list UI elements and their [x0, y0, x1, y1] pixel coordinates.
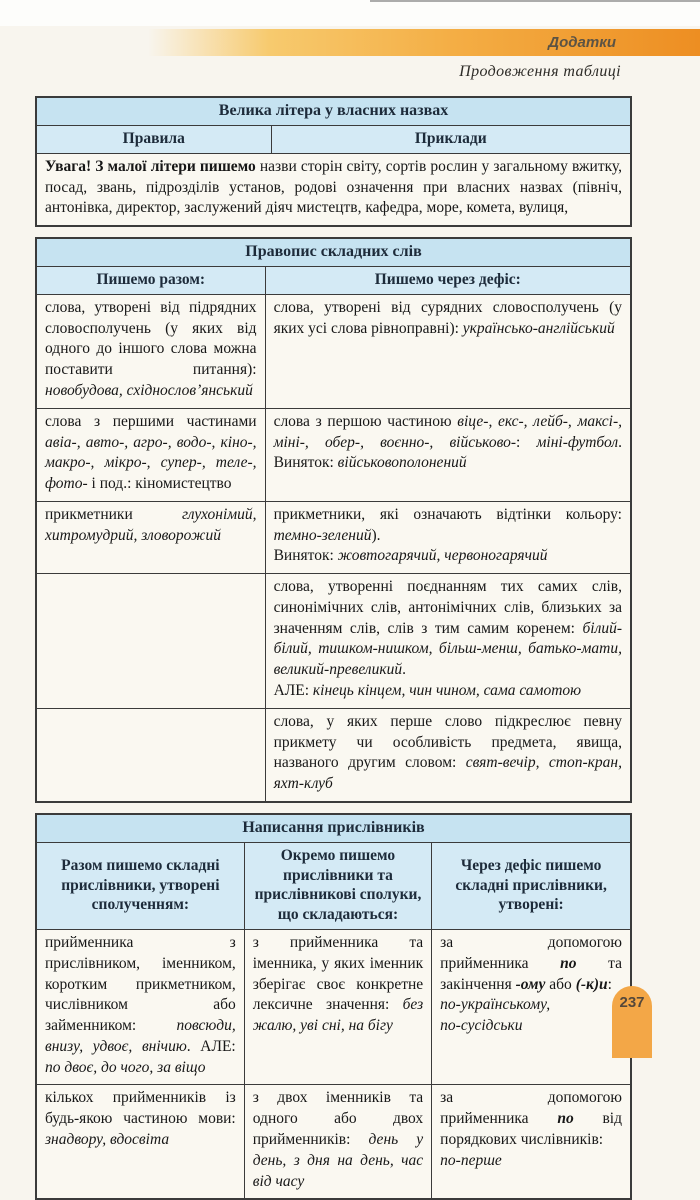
table-compound-words: [35, 237, 632, 803]
page-header: [0, 0, 700, 96]
table-row: [36, 153, 631, 226]
table-header-row: [36, 842, 631, 929]
cell-together: прийменника з прислівником, іменником, коротким прикметником, числівником або займенником: повсюди, внизу, удвоє, внічию. АЛЕ: по двоє, до чого, за віщо: [36, 930, 244, 1085]
table-title-row: [36, 814, 631, 843]
cell-together: кількох прийменників із будь-якою частиною мови: знадвору, вдосвіта: [36, 1085, 244, 1199]
table-row: [36, 574, 631, 709]
cell-hyphen: прикметники, які означають відтінки кольору: темно-зелений). Виняток: жовтогарячий, червоногарячий: [265, 501, 631, 573]
column-header-separate: Окремо пишемо прислівники та прислівникові сполуки, що складаються:: [244, 842, 431, 929]
cell-separate: з двох іменників та одного або двох прийменників: день у день, з дня на день, час від часу: [244, 1085, 431, 1199]
column-header-rules: Правила: [36, 126, 271, 154]
column-header-examples: Приклади: [271, 126, 631, 154]
table-title: Написання прислівників: [36, 814, 631, 843]
chapter-title: Додатки: [548, 34, 616, 51]
cell-separate: з прийменника та іменника, у яких іменник зберігає своє конкретне лексичне значення: без жалю, уві сні, на бігу: [244, 930, 431, 1085]
page-number-tab: [612, 986, 652, 1058]
cell-together: [36, 708, 265, 802]
column-header-hyphen: Через дефіс пишемо складні прислівники, утворені:: [432, 842, 631, 929]
cell-hyphen: слова з першою частиною віце-, екс-, лейб-, максі-, міні-, обер-, воєнно-, військово-: міні-футбол. Виняток: військовополонений: [265, 408, 631, 501]
table-row: [36, 1085, 631, 1199]
cell-hyphen: слова, у яких перше слово підкреслює певну прикмету чи особливість предмета, явища, названого другим словом: свят-вечір, стоп-кран, яхт-клуб: [265, 708, 631, 802]
page-number: 237: [619, 994, 645, 1011]
table-title-row: [36, 97, 631, 126]
chapter-header-bar: [148, 29, 700, 56]
table-adverbs: [35, 813, 632, 1200]
cell-hyphen: за допомогою прийменника по від порядкових числівників: по-перше: [432, 1085, 631, 1199]
table-continuation-note: Продовження таблиці: [459, 63, 621, 80]
table-row: [36, 501, 631, 573]
note-cell: Увага! З малої літери пишемо назви сторін світу, сортів рослин у загальному вжитку, посад, звань, підрозділів установ, родові означення при власних назвах (північ, антонівка, директор, заслужений діяч мистецтв, кафедра, море, комета, вулиця,: [36, 153, 631, 226]
cell-together: прикметники глухонімий, хитромудрий, зловорожий: [36, 501, 265, 573]
table-title: Правопис складних слів: [36, 238, 631, 267]
photo-edge-line: [370, 0, 700, 2]
table-header-row: [36, 126, 631, 154]
cell-together: слова, утворені від підрядних словосполучень (у яких від одного до іншого слова можна поставити питання): новобудова, східнослов’янський: [36, 294, 265, 408]
table-row: [36, 708, 631, 802]
column-header-together: Пишемо разом:: [36, 267, 265, 295]
cell-hyphen: слова, утворенні поєднанням тих самих слів, синонімічних слів, антонімічних слів, близьких за значенням слів, слів з тим самим коренем: білий-білий, тишком-нишком, більш-менш, батько-мати, великий-превеликий. АЛЕ: кінець кінцем, чин чином, сама самотою: [265, 574, 631, 709]
column-header-hyphen: Пишемо через дефіс:: [265, 267, 631, 295]
column-header-together: Разом пишемо складні прислівники, утворені сполученням:: [36, 842, 244, 929]
cell-hyphen: за допомогою прийменника по та закінчення -ому або (-к)и: по-українському, по-сусідськи: [432, 930, 631, 1085]
table-row: [36, 930, 631, 1085]
table-title-row: [36, 238, 631, 267]
cell-together: [36, 574, 265, 709]
table-title: Велика літера у власних назвах: [36, 97, 631, 126]
table-capital-letter: [35, 96, 632, 227]
table-row: [36, 294, 631, 408]
cell-hyphen: слова, утворені від сурядних словосполучень (у яких усі слова рівноправні): українсько-англійський: [265, 294, 631, 408]
cell-together: слова з першими частинами авіа-, авто-, агро-, водо-, кіно-, макро-, мікро-, супер-, теле-, фото- і под.: кіномистецтво: [36, 408, 265, 501]
page-top-edge: [0, 0, 700, 26]
table-row: [36, 408, 631, 501]
table-header-row: [36, 267, 631, 295]
